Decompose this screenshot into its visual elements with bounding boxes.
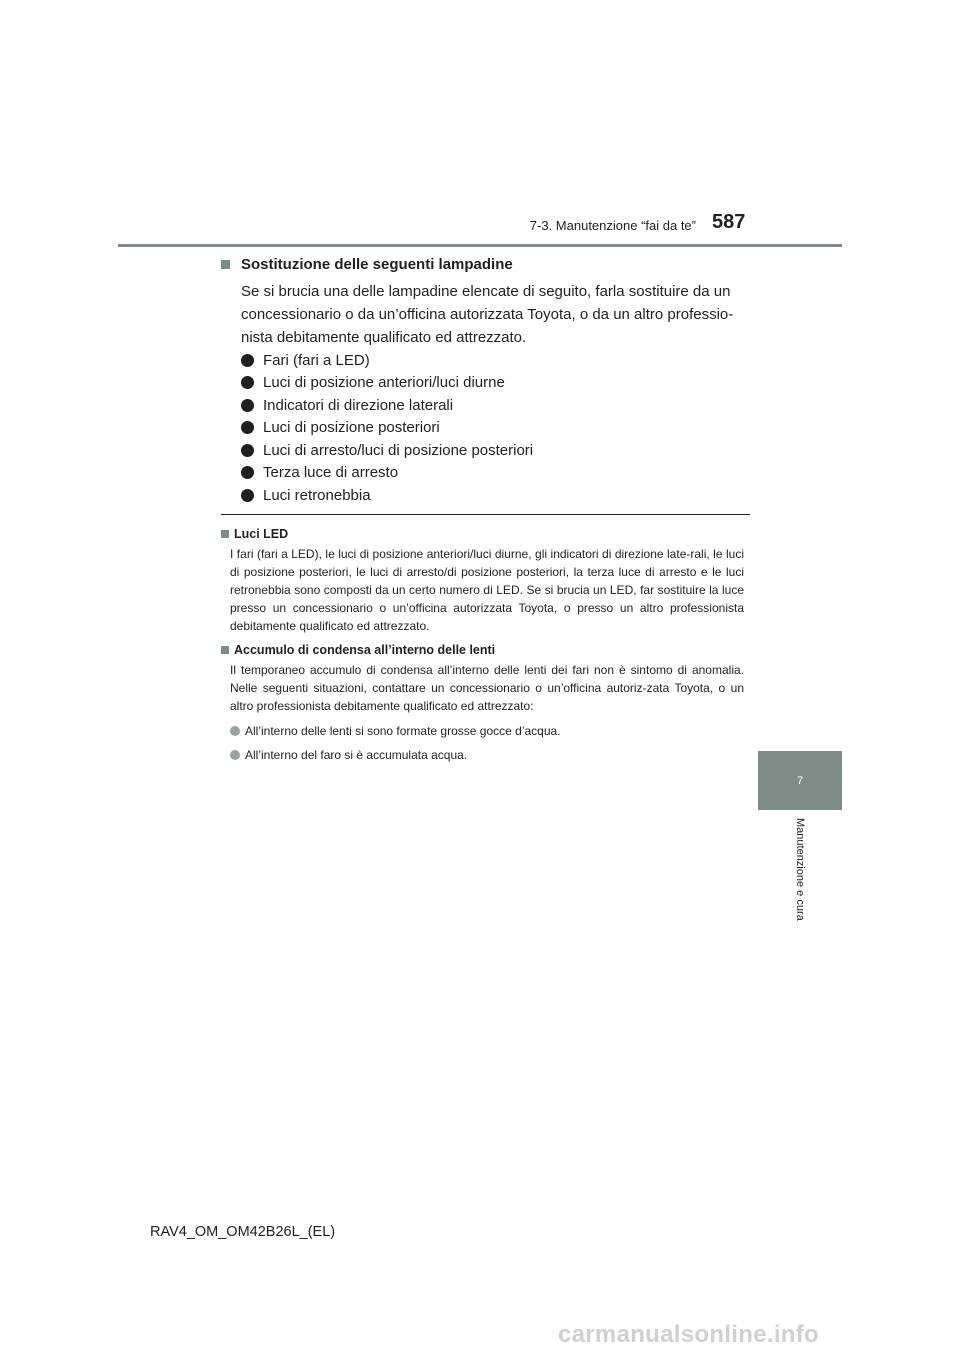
intro-line: Se si brucia una delle lampadine elencate di seguito, farla sostituire da un bbox=[241, 283, 731, 300]
header-rule bbox=[118, 244, 842, 247]
list-item bbox=[241, 462, 751, 485]
page-number: 587 bbox=[712, 211, 746, 233]
chapter-tab: 7 bbox=[758, 751, 842, 810]
notes-divider bbox=[221, 514, 750, 515]
chapter-title-vertical: Manutenzione e cura bbox=[794, 818, 806, 921]
list-item bbox=[230, 743, 744, 767]
notes-section bbox=[221, 524, 744, 767]
section-title: 7-3. Manutenzione “fai da te” bbox=[529, 218, 696, 233]
list-item bbox=[241, 394, 751, 417]
list-item-text: Indicatori di direzione laterali bbox=[263, 396, 454, 414]
document-code: RAV4_OM_OM42B26L_(EL) bbox=[150, 1224, 336, 1240]
bullet-dot-icon bbox=[241, 399, 254, 412]
list-item-text: Terza luce di arresto bbox=[263, 464, 399, 482]
main-section bbox=[221, 252, 751, 507]
bullet-dot-icon bbox=[241, 444, 254, 457]
condensation-list bbox=[230, 719, 744, 767]
square-bullet-icon bbox=[221, 530, 229, 538]
note-heading-led bbox=[221, 524, 744, 543]
list-item-text: All’interno del faro si è accumulata acqua. bbox=[245, 748, 468, 762]
list-item-text: Luci di posizione anteriori/luci diurne bbox=[263, 374, 505, 392]
bullet-dot-icon bbox=[230, 726, 240, 736]
note-paragraph-led: I fari (fari a LED), le luci di posizione anteriori/luci diurne, gli indicatori di direzione late-rali, le luci di posizione posteriori, le luci di arresto/di posizione posteriori, la terza luce di arresto e le luci retronebbia sono composti da un certo numero di LED. Se si brucia un LED, far sostituire la luce presso un concessionario o un’officina autorizzata Toyota, o presso un altro professionista debitamente qualificato ed attrezzato. bbox=[230, 547, 744, 633]
list-item-text: Luci di posizione posteriori bbox=[263, 419, 440, 437]
bullet-dot-icon bbox=[241, 354, 254, 367]
note-heading-text: Accumulo di condensa all’interno delle lenti bbox=[234, 642, 496, 657]
square-bullet-icon bbox=[221, 646, 229, 654]
intro-paragraph bbox=[241, 280, 751, 349]
list-item-text: Luci di arresto/luci di posizione posteriori bbox=[263, 441, 534, 459]
list-item bbox=[241, 439, 751, 462]
note-paragraph-condensation: Il temporaneo accumulo di condensa all’interno delle lenti dei fari non è sintomo di anomalia. Nelle seguenti situazioni, contattare un concessionario o un’officina autoriz-zata Toyota, o un altro professionista debitamente qualificato ed attrezzato: bbox=[230, 663, 744, 713]
note-heading-text: Luci LED bbox=[234, 526, 289, 541]
section-heading bbox=[221, 252, 751, 276]
bulb-list bbox=[241, 349, 751, 507]
bullet-dot-icon bbox=[230, 750, 240, 760]
note-heading-condensation bbox=[221, 640, 744, 659]
list-item-text: All’interno delle lenti si sono formate grosse gocce d’acqua. bbox=[245, 724, 561, 738]
bullet-dot-icon bbox=[241, 376, 254, 389]
section-heading-text: Sostituzione delle seguenti lampadine bbox=[241, 255, 513, 273]
square-bullet-icon bbox=[221, 260, 230, 269]
bullet-dot-icon bbox=[241, 421, 254, 434]
bullet-dot-icon bbox=[241, 466, 254, 479]
intro-line: nista debitamente qualificato ed attrezzato. bbox=[241, 329, 527, 346]
list-item-text: Luci retronebbia bbox=[263, 486, 371, 504]
list-item bbox=[241, 372, 751, 395]
list-item bbox=[230, 719, 744, 743]
list-item bbox=[241, 417, 751, 440]
intro-line: concessionario o da un’officina autorizzata Toyota, o da un altro professio- bbox=[241, 306, 734, 323]
list-item-text: Fari (fari a LED) bbox=[263, 351, 370, 369]
watermark: carmanualsonline.info bbox=[558, 1321, 820, 1348]
list-item bbox=[241, 349, 751, 372]
list-item bbox=[241, 484, 751, 507]
bullet-dot-icon bbox=[241, 489, 254, 502]
